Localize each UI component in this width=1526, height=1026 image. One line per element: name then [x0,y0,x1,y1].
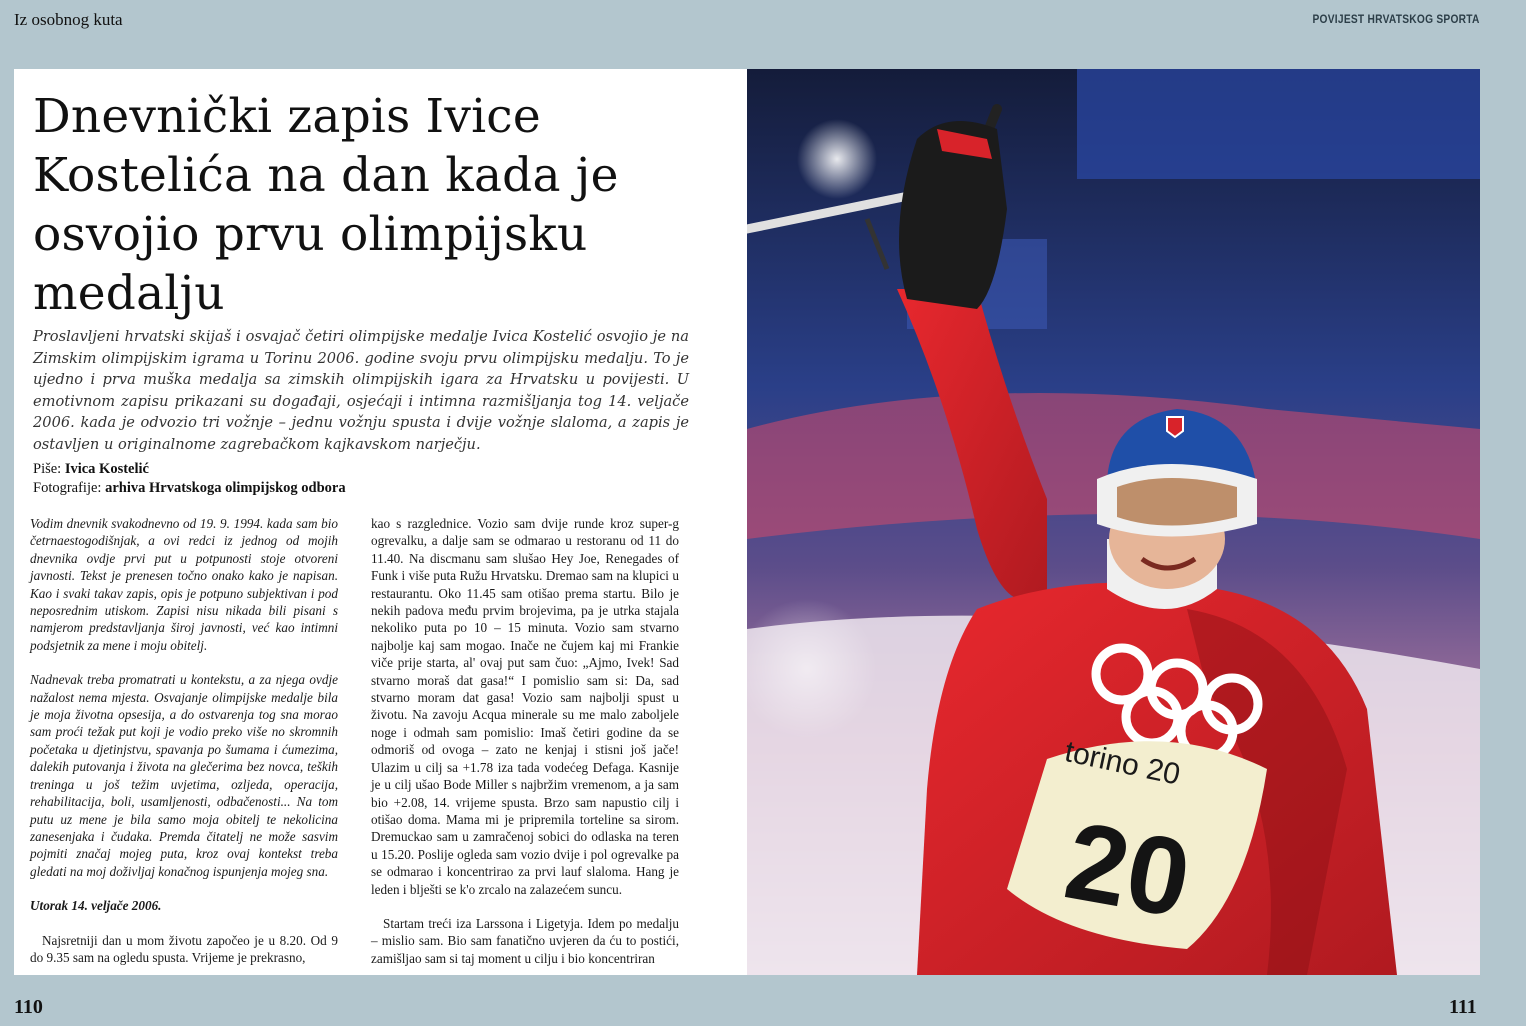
text-column-2 [371,515,679,967]
photo-credit-source: arhiva Hrvatskoga olimpijskog odbora [105,480,346,496]
author-name: Ivica Kostelić [64,461,149,477]
intro-paragraph: Vodim dnevnik svakodnevno od 19. 9. 1994. kada sam bio četrnaestogodišnjak, a ovi redci iz jednog od mojih dnevnika ovdje prvi put u potpunosti stoje otvoreni javnosti. Tekst je prenesen točno onako kako je napisan. Kao i svaki takav zapis, opis je potpuno subjektivan i pod neposrednim utiskom. Zapisi nisu nikada bili pisani s namjerom predstavljanja široj javnosti, već kao intimni podsjetnik za mene i moju obitelj. [30,516,338,653]
article-title: Dnevnički zapis Ivice Kostelića na dan kada je osvojio prvu olimpijsku medalju [33,89,619,321]
photo-credit-label: Fotografije: [33,480,102,496]
skier-photo [747,69,1480,975]
skier-illustration [747,69,1480,975]
section-label: Iz osobnog kuta [14,10,123,29]
text-page [14,69,747,975]
article-lead: Proslavljeni hrvatski skijaš i osvajač četiri olimpijske medalje Ivica Kostelić osvojio je na Zimskim olimpijskim igrama u Torinu 2006. godine svoju prvu olimpijsku medalju. To je ujedno i prva muška medalja sa zimskih olimpijskih igara za Hrvatsku u povijesti. U emotivnom zapisu prikazani su događaji, osjećaji i intimna razmišljanja tog 14. veljače 2006. kada je odvozio tri vožnje – jednu vožnju spusta i dvije vožnje slaloma, a zapis je ostavljen u originalnome zagrebačkom kajkavskom narječju. [33,328,689,453]
publication-label: POVIJEST HRVATSKOG SPORTA [1312,12,1480,26]
photo-credit-line [33,479,346,498]
diary-paragraph: Startam treći iza Larssona i Ligetyja. Idem po medalju – mislio sam. Bio sam fanatično uvjeren da ću to postići, zamišljao sam si taj moment u cilju i bio koncentriran [371,915,679,966]
diary-date-heading: Utorak 14. veljače 2006. [30,898,162,914]
stadium-light [797,119,877,199]
bib-number: 20 [1056,798,1199,942]
bib-city-text: torino 20 [1061,735,1184,792]
diary-paragraph: kao s razglednice. Vozio sam dvije runde kroz super-g ogrevalku, a dalje sam se odmarao u restoranu od 11 do 11.40. Na discmanu sam slušao Hey Joe, Renegades of Funk i više puta Ružu Hrvatsku. Dremao sam na klupici u restaurantu. Oko 11.45 sam otišao prema startu. Bilo je nekih padova među prvim brojevima, pa je utrka stajala nekoliko puta po 10 – 15 minuta. Vozio sam stvarno najbolje kaj sam mogao. Inače ne čujem kaj mi Frankie viče prije starta, al' ovaj put sam čuo: „Ajmo, Ivek! Sad stvarno moraš dat gasa!“ I pomislio sam si: Da, sad stvarno moram dat gasa! Vozio sam najbolji spust u životu. Na zavoju Acqua minerale su me malo zaboljele noge i odmah sam pomislio: Imaš četiri godine da se odmoriš od ovoga – zato ne kenjaj i stisni još jače! Ulazim u cilj sa +1.78 iza tada vodećeg Defaga. Kasnije je u cilj ušao Bode Miller s najbržim vremenom, a ja sam bio +2.08, 14. vrijeme spusta. Brzo sam napustio cilj i otišao doma. Mama mi je pripremila torteline sa sirom. Dremuckao sam u zamračenoj sobici do odlaska na teren u 15.20. Poslije ogleda sam vozio dvije i pol ogrevalke pa se odmarao i koncentrirao za prvi lauf slaloma. Hang je leden i blješti se k'o zrcalo na zalazećem suncu. [371,516,679,897]
goggle-lens [1117,478,1237,526]
diary-paragraph: Najsretniji dan u mom životu započeo je u 8.20. Od 9 do 9.35 sam na ogledu spusta. Vrijeme je prekrasno, [30,932,338,965]
context-paragraph: Nadnevak treba promatrati u kontekstu, a za njega ovdje nažalost nema mjesta. Osvajanje olimpijske medalje bila je moja životna opsesija, a do ostvarenja tog sna morao sam proći težak put koji je vodio preko više no skromnih početaka u djetinjstvu, spavanja po šumama i ćumezima, dalekih putovanja i života na glečerima bez novca, teških treninga u još težim uvjetima, ozljeda, operacija, rehabilitacija, boli, usamljenosti, odbačenosti... Na tom putu uz mene je bila samo moja obitelj te nekolicina zanesenjaka i čudaka. Premda čitatelj ne može sasvim pojmiti značaj mojeg puta, kroz ovaj kontekst treba gledati na moj doživljaj konačnog ispunjenja mojeg sna. [30,672,338,879]
text-column-1 [30,515,338,966]
page-number-right: 111 [1449,996,1477,1018]
stand-banner [1077,69,1480,179]
article-credits [33,460,346,498]
croatian-crest [1167,417,1183,437]
author-label: Piše: [33,461,62,477]
page-number-left: 110 [14,996,43,1018]
author-line [33,460,346,479]
